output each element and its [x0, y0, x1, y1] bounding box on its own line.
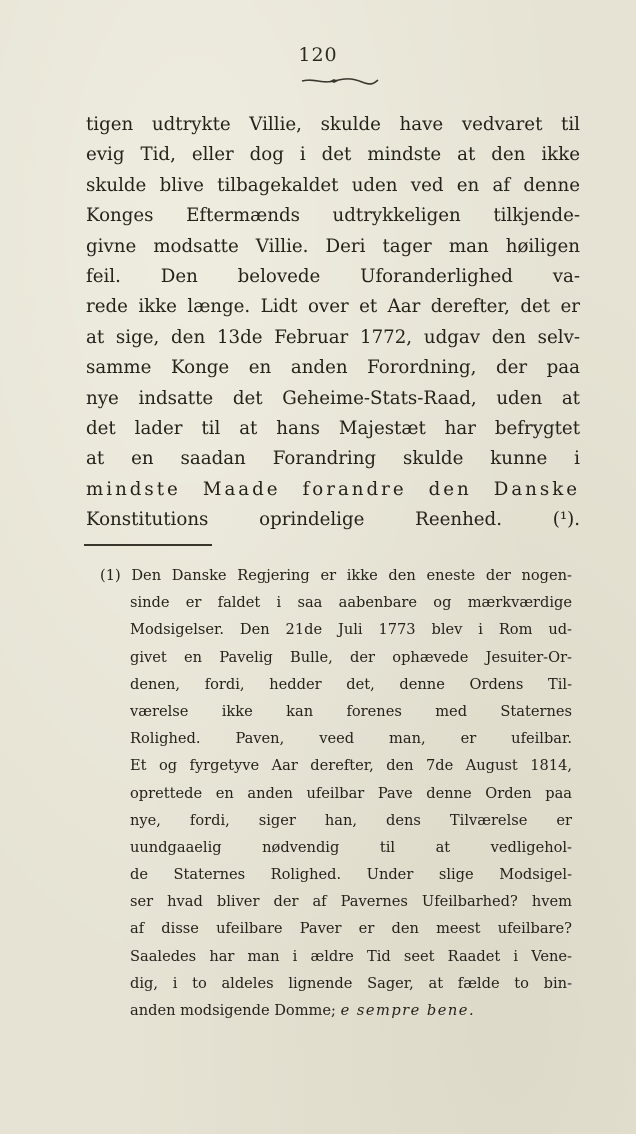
- body-line: nye indsatte det Geheime-Stats-Raad, uden at: [86, 387, 580, 409]
- body-line: det lader til at hans Majestæt har befrygtet: [86, 417, 580, 439]
- footnote-line: Modsigelser. Den 21de Juli 1773 blev i Rom ud-: [130, 621, 572, 639]
- body-line: skulde blive tilbagekaldet uden ved en af denne: [86, 174, 580, 196]
- footnote-line: oprettede en anden ufeilbar Pave denne Orden paa: [130, 784, 572, 802]
- footnote-line: Saaledes har man i ældre Tid seet Raadet i Vene-: [130, 947, 572, 965]
- footnote-italic-phrase: e sempre bene.: [340, 1002, 476, 1019]
- footnote-line: Rolighed. Paven, veed man, er ufeilbar.: [130, 730, 572, 748]
- body-line: rede ikke længe. Lidt over et Aar derefter, det er: [86, 296, 580, 318]
- footnote-line: af disse ufeilbare Paver er den meest ufeilbare?: [130, 920, 572, 938]
- footnote-line: de Staternes Rolighed. Under slige Modsigel-: [130, 866, 572, 884]
- body-line: tigen udtrykte Villie, skulde have vedvaret til: [86, 114, 580, 135]
- body-line: mindste Maade forandre den Danske: [86, 478, 580, 500]
- body-line: givne modsatte Villie. Deri tager man høiligen: [86, 235, 580, 257]
- footnote-line: ser hvad bliver der af Pavernes Ufeilbarhed? hvem: [130, 893, 572, 911]
- ornament-flourish: [300, 76, 380, 86]
- main-body-text: [86, 110, 580, 535]
- footnote-text: [100, 562, 572, 1024]
- footnote-line: sinde er faldet i saa aabenbare og mærkværdige: [130, 594, 572, 612]
- body-line: Konges Eftermænds udtrykkeligen tilkjende-: [86, 205, 580, 227]
- footnote-divider: [84, 544, 212, 546]
- body-line: at en saadan Forandring skulde kunne i: [86, 448, 580, 470]
- body-line: samme Konge en anden Forordning, der paa: [86, 357, 580, 379]
- body-line: at sige, den 13de Februar 1772, udgav den selv-: [86, 326, 580, 348]
- body-line: Konstitutions oprindelige Reenhed. (¹).: [86, 509, 580, 531]
- body-line: evig Tid, eller dog i det mindste at den ikke: [86, 144, 580, 166]
- footnote-last-line-text: anden modsigende Domme;: [130, 1002, 336, 1019]
- footnote-line: uundgaaelig nødvendig til at vedligehol-: [130, 838, 572, 856]
- page-number: 120: [298, 44, 338, 66]
- footnote-line: givet en Pavelig Bulle, der ophævede Jesuiter-Or-: [130, 648, 572, 666]
- footnote-last-line: [100, 997, 572, 1024]
- footnote-line: nye, fordi, siger han, dens Tilværelse er: [130, 811, 572, 829]
- footnote-line: denen, fordi, hedder det, denne Ordens Til-: [130, 675, 572, 693]
- body-line: feil. Den belovede Uforanderlighed va-: [86, 265, 580, 287]
- footnote-line: værelse ikke kan forenes med Staternes: [130, 702, 572, 720]
- footnote-line: dig, i to aldeles lignende Sager, at fælde to bin-: [130, 974, 572, 992]
- footnote-line: Et og fyrgetyve Aar derefter, den 7de August 1814,: [130, 757, 572, 775]
- footnote-line: (1) Den Danske Regjering er ikke den eneste der nogen-: [100, 567, 572, 584]
